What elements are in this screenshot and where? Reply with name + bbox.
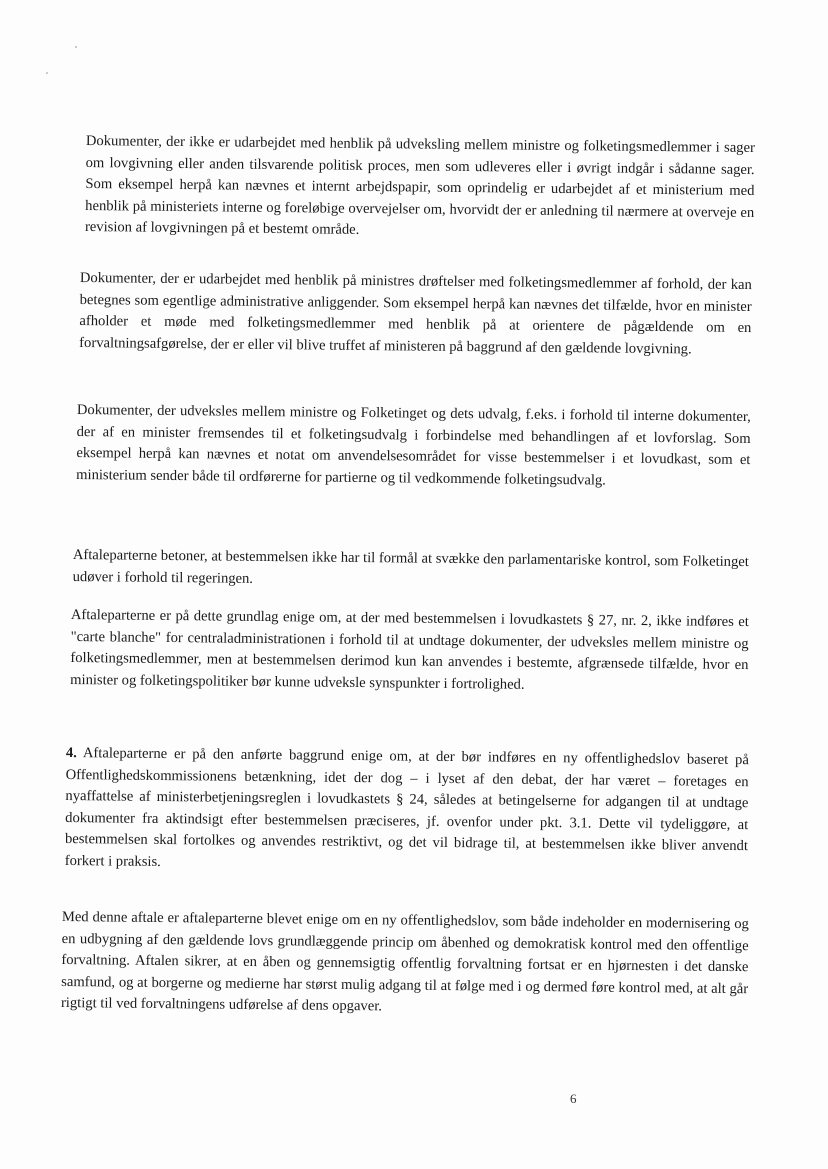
paragraph-text: Dokumenter, der ikke er udarbejdet med henblik på udveksling mellem ministre og folketingsmedlemmer i sager om lovgivning eller anden tilsvarende politisk proces, men som udleveres eller i øvrigt indgår i sådanne sager. Som eksempel herpå kan nævnes et internt arbejdspapir, som oprindelig er udarbejdet af et ministerium med henblik på ministeriets interne og foreløbige overvejelser om, hvorvidt der er anledning til nærmere at overveje en revision af lovgivningen på et bestemt område. [84, 132, 755, 238]
paragraph-3 [76, 400, 751, 493]
section-number: 4. [65, 744, 77, 762]
paragraph-7 [61, 907, 749, 1022]
paragraph-1 [85, 131, 755, 245]
paragraph-text: Dokumenter, der er udarbejdet med henblik på ministres drøftelser med folketingsmedlemmer af forhold, der kan betegnes som egentlige administrative anliggender. Som eksempel herpå kan nævnes det tilfælde, hvor en minister afholder et møde med folketingsmedlemmer med henblik på at orientere de pågældende om en forvaltningsafgørelse, der er eller vil blive truffet af ministeren på baggrund af den gældende lovgivning. [79, 269, 752, 357]
paragraph-4 [73, 545, 749, 595]
paragraph-2 [79, 268, 752, 361]
paragraph-text: Aftaleparterne er på dette grundlag enige om, at der med bestemmelsen i lovudkastets § 27, nr. 2, ikke indføres et "carte blanche" for centraladministrationen i forhold til at undtage dokumenter, der udveksles mellem ministre og folketingsmedlemmer, men at bestemmelsen derimod kun kan anvendes i bestemte, afgrænsede tilfælde, hvor en minister og folketingspolitiker bør kunne udveksle synspunkter i fortrolighed. [70, 606, 749, 693]
paragraph-text: Med denne aftale er aftaleparterne blevet enige om en ny offentlighedslov, som både indeholder en modernisering og en udbygning af den gældende lovs grundlæggende princip om åbenhed og demokratisk kontrol med den offentlige forvaltning. Aftalen sikrer, at en åben og gennemsigtig offentlig forvaltning fortsat er en hjørnesten i det danske samfund, og at borgerne og medierne har størst mulig adgang til at følge med i og dermed føre kontrol med, at alt går rigtigt til ved forvaltningens udførelse af dens opgaver. [60, 908, 749, 1015]
paragraph-6-section-4 [65, 743, 749, 879]
paragraph-text: Aftaleparterne betoner, at bestemmelsen ikke har til formål at svække den parlamentariske kontrol, som Folketinget udøver i forhold til regeringen. [72, 546, 749, 587]
scan-speck [75, 46, 77, 48]
paragraph-text: Aftaleparterne er på den anførte baggrund enige om, at der bør indføres en ny offentlighedslov baseret på Offentlighedskommissionens betænkning, idet der dog – i lyset af den debat, der har været – foretages en nyaffattelse af ministerbetjeningsreglen i lovudkastets § 24, således at betingelserne for adgangen til at undtage dokumenter fra aktindsigt efter bestemmelsen præciseres, jf. ovenfor under pkt. 3.1. Dette vil tydeliggøre, at bestemmelsen skal fortolkes og anvendes restriktivt, og det vil bidrage til, at bestemmelsen ikke bliver anvendt forkert i praksis. [64, 745, 749, 870]
paragraph-text: Dokumenter, der udveksles mellem ministre og Folketinget og dets udvalg, f.eks. i forhold til interne dokumenter, der af en minister fremsendes til et folketingsudvalg i forbindelse med behandlingen af et lovforslag. Som eksempel herpå kan nævnes et notat om anvendelsesområdet for visse bestemmelser i et lovudkast, som et ministerium sender både til ordførerne for partierne og til vedkommende folketingsudvalg. [76, 401, 751, 489]
page-number: 6 [570, 1091, 577, 1106]
scan-speck [46, 72, 48, 74]
paragraph-5 [70, 605, 749, 698]
